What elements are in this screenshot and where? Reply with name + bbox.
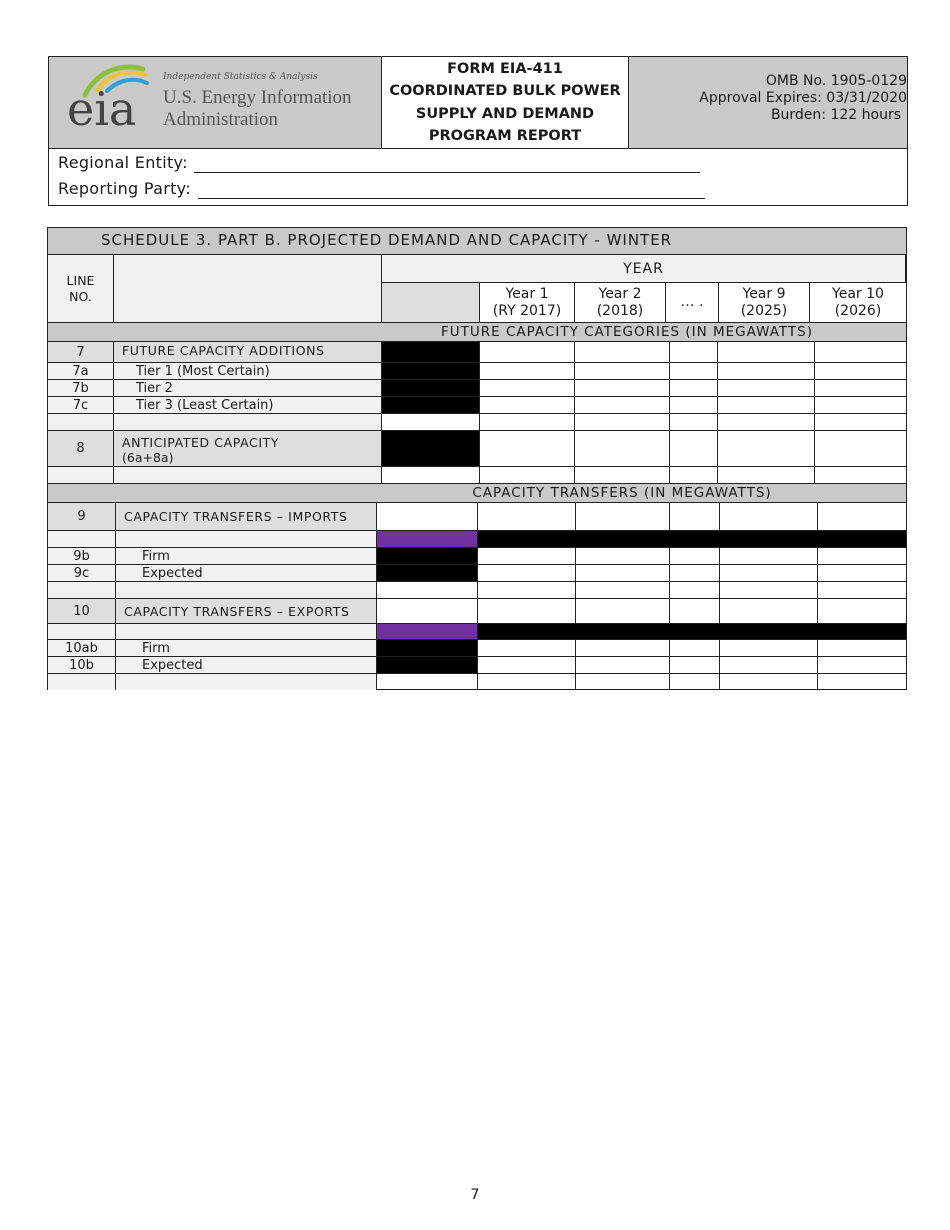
- year-label: Year 1: [505, 285, 549, 302]
- value-cell[interactable]: [480, 431, 575, 467]
- form-title-line: FORM EIA-411: [447, 60, 563, 77]
- row-label-exports-expected: Expected: [116, 657, 377, 674]
- year-label: Year 10: [832, 285, 884, 302]
- form-title: [382, 57, 629, 149]
- value-cell[interactable]: [575, 431, 670, 467]
- value-cell[interactable]: [818, 599, 906, 624]
- col-header-year: YEAR: [382, 255, 906, 283]
- row-label-imports-firm: Firm: [116, 548, 377, 565]
- anticipated-capacity-label: ANTICIPATED CAPACITY: [122, 435, 280, 450]
- schedule-title: SCHEDULE 3. PART B. PROJECTED DEMAND AND CAPACITY - WINTER: [48, 228, 906, 255]
- line-no-10: 10: [48, 599, 116, 624]
- row-label-tier-3: Tier 3 (Least Certain): [114, 397, 382, 414]
- line-no-10ab: 10ab: [48, 640, 116, 657]
- value-cell[interactable]: [720, 599, 818, 624]
- value-cell[interactable]: [670, 599, 720, 624]
- row-label-imports-expected: Expected: [116, 565, 377, 582]
- blocked-cell: [377, 657, 478, 674]
- form-title-line: SUPPLY AND DEMAND: [415, 105, 595, 122]
- value-cell[interactable]: [576, 503, 670, 531]
- value-cell[interactable]: [670, 467, 718, 484]
- blocked-cell: [377, 548, 478, 565]
- line-no-7b: 7b: [48, 380, 114, 397]
- value-cell[interactable]: [382, 414, 480, 431]
- eia-logo: [63, 61, 363, 141]
- value-cell[interactable]: [670, 397, 718, 414]
- value-cell[interactable]: [478, 674, 576, 690]
- value-cell[interactable]: [718, 342, 815, 363]
- blocked-cell: [377, 565, 478, 582]
- value-cell[interactable]: [670, 414, 718, 431]
- value-cell[interactable]: [720, 565, 818, 582]
- value-cell[interactable]: [818, 657, 906, 674]
- value-cell[interactable]: [576, 548, 670, 565]
- value-cell[interactable]: [575, 467, 670, 484]
- form-header: [48, 56, 908, 206]
- year-sub: (RY 2017): [492, 302, 562, 319]
- value-cell[interactable]: [576, 565, 670, 582]
- spacer-label: [116, 531, 377, 548]
- value-cell[interactable]: [670, 380, 718, 397]
- value-cell[interactable]: [815, 363, 906, 380]
- spacer-label: [116, 674, 377, 690]
- value-cell[interactable]: [670, 674, 720, 690]
- row-label-capacity-imports: CAPACITY TRANSFERS – IMPORTS: [116, 503, 377, 531]
- year-label: Year 2: [598, 285, 642, 302]
- blocked-cell: [382, 342, 480, 363]
- year-label: Year 9: [742, 285, 786, 302]
- value-cell[interactable]: [720, 640, 818, 657]
- year-sub: (2018): [596, 302, 644, 319]
- regional-entity-label: Regional Entity:: [58, 153, 188, 172]
- blocked-cell: [377, 640, 478, 657]
- value-cell[interactable]: [720, 582, 818, 599]
- value-cell[interactable]: [478, 582, 576, 599]
- spacer-line-no: [48, 624, 116, 640]
- value-cell[interactable]: [576, 599, 670, 624]
- spacer-line-no: [48, 414, 114, 431]
- value-cell[interactable]: [478, 503, 576, 531]
- value-cell[interactable]: [670, 363, 718, 380]
- value-cell[interactable]: [720, 503, 818, 531]
- col-header-base: [382, 283, 480, 323]
- value-cell[interactable]: [720, 674, 818, 690]
- value-cell[interactable]: [575, 342, 670, 363]
- value-cell[interactable]: [818, 548, 906, 565]
- value-cell[interactable]: [718, 431, 815, 467]
- omb-number: OMB No. 1905-0129: [765, 73, 907, 89]
- value-cell[interactable]: [377, 599, 478, 624]
- approval-expires: Approval Expires: 03/31/2020: [699, 90, 907, 106]
- blocked-row: [478, 624, 906, 640]
- eia-logo-tagline: Independent Statistics & Analysis: [163, 72, 318, 82]
- value-cell[interactable]: [377, 582, 478, 599]
- value-cell[interactable]: [670, 582, 720, 599]
- year-sub: (2025): [740, 302, 788, 319]
- spacer-label: [114, 414, 382, 431]
- value-cell[interactable]: [576, 674, 670, 690]
- value-cell[interactable]: [575, 380, 670, 397]
- value-cell[interactable]: [670, 342, 718, 363]
- value-cell[interactable]: [815, 380, 906, 397]
- col-header-year-2: [575, 283, 666, 323]
- value-cell[interactable]: [478, 657, 576, 674]
- omb-info: [629, 57, 907, 149]
- value-cell[interactable]: [670, 503, 720, 531]
- value-cell[interactable]: [818, 640, 906, 657]
- spacer-line-no: [48, 467, 114, 484]
- reporting-party-field[interactable]: [198, 183, 705, 199]
- form-title-line: PROGRAM REPORT: [428, 128, 582, 144]
- line-no-7c: 7c: [48, 397, 114, 414]
- eia-logo-org-line2: Administration: [163, 109, 279, 130]
- value-cell[interactable]: [815, 431, 906, 467]
- spacer-line-no: [48, 674, 116, 690]
- blocked-row: [478, 531, 906, 548]
- spacer-label: [114, 467, 382, 484]
- value-cell[interactable]: [720, 657, 818, 674]
- eia-logo-mark: eia: [67, 82, 137, 136]
- spacer-label: [116, 582, 377, 599]
- value-cell[interactable]: [480, 342, 575, 363]
- schedule-table: [47, 227, 907, 690]
- year-label: … .: [680, 294, 704, 310]
- col-header-year-9: [719, 283, 810, 323]
- spacer-line-no: [48, 582, 116, 599]
- value-cell[interactable]: [576, 640, 670, 657]
- value-cell[interactable]: [575, 363, 670, 380]
- value-cell[interactable]: [575, 414, 670, 431]
- value-cell[interactable]: [670, 431, 718, 467]
- value-cell[interactable]: [670, 565, 720, 582]
- value-cell[interactable]: [576, 582, 670, 599]
- value-cell[interactable]: [818, 582, 906, 599]
- value-cell[interactable]: [718, 414, 815, 431]
- reporting-party-label: Reporting Party:: [58, 179, 191, 198]
- row-label-exports-firm: Firm: [116, 640, 377, 657]
- row-label-capacity-exports: CAPACITY TRANSFERS – EXPORTS: [116, 599, 377, 624]
- section2-value-grid: [478, 503, 906, 690]
- value-cell[interactable]: [480, 380, 575, 397]
- value-cell[interactable]: [478, 599, 576, 624]
- value-cell[interactable]: [478, 548, 576, 565]
- line-no-7: 7: [48, 342, 114, 363]
- line-no-7a: 7a: [48, 363, 114, 380]
- form-title-line: COORDINATED BULK POWER: [389, 83, 621, 99]
- eia-logo-org-line1: U.S. Energy Information: [163, 87, 352, 108]
- highlight-cell: [377, 531, 478, 548]
- line-no-8: 8: [48, 431, 114, 467]
- value-cell[interactable]: [377, 674, 478, 690]
- value-cell[interactable]: [718, 363, 815, 380]
- anticipated-capacity-formula: (6a+8a): [122, 450, 174, 465]
- eia-logo-block: [49, 57, 382, 149]
- section1-value-grid: [480, 342, 906, 484]
- page-number: 7: [470, 1187, 480, 1203]
- blocked-cell: [382, 380, 480, 397]
- value-cell[interactable]: [478, 565, 576, 582]
- value-cell[interactable]: [718, 467, 815, 484]
- value-cell[interactable]: [815, 342, 906, 363]
- value-cell[interactable]: [815, 467, 906, 484]
- value-cell[interactable]: [815, 414, 906, 431]
- value-cell[interactable]: [718, 380, 815, 397]
- value-cell[interactable]: [818, 565, 906, 582]
- value-cell[interactable]: [480, 397, 575, 414]
- section-future-capacity-title: FUTURE CAPACITY CATEGORIES (IN MEGAWATTS): [48, 323, 906, 342]
- row-label-future-capacity-additions: FUTURE CAPACITY ADDITIONS: [114, 342, 382, 363]
- row-label-anticipated-capacity: [114, 431, 382, 467]
- value-cell[interactable]: [576, 657, 670, 674]
- line-no-9c: 9c: [48, 565, 116, 582]
- year-sub: (2026): [834, 302, 882, 319]
- value-cell[interactable]: [670, 657, 720, 674]
- blocked-cell: [382, 431, 480, 467]
- blocked-cell: [382, 363, 480, 380]
- regional-entity-field[interactable]: [194, 157, 700, 173]
- row-label-tier-1: Tier 1 (Most Certain): [114, 363, 382, 380]
- col-header-line-no-2: NO.: [69, 288, 92, 304]
- value-cell[interactable]: [478, 640, 576, 657]
- value-cell[interactable]: [670, 640, 720, 657]
- burden-hours: Burden: 122 hours: [770, 107, 901, 123]
- line-no-9: 9: [48, 503, 116, 531]
- blocked-cell: [382, 397, 480, 414]
- value-cell[interactable]: [720, 548, 818, 565]
- value-cell[interactable]: [377, 503, 478, 531]
- value-cell[interactable]: [815, 397, 906, 414]
- row-label-tier-2: Tier 2: [114, 380, 382, 397]
- value-cell[interactable]: [718, 397, 815, 414]
- value-cell[interactable]: [818, 503, 906, 531]
- spacer-line-no: [48, 531, 116, 548]
- value-cell[interactable]: [480, 414, 575, 431]
- line-no-10b: 10b: [48, 657, 116, 674]
- col-header-line-no-1: LINE: [66, 272, 95, 288]
- col-header-description: [114, 255, 382, 323]
- value-cell[interactable]: [670, 548, 720, 565]
- col-header-ellipsis: [666, 283, 719, 323]
- section-capacity-transfers-title: CAPACITY TRANSFERS (IN MEGAWATTS): [48, 484, 906, 503]
- value-cell[interactable]: [818, 674, 906, 690]
- col-header-year-10: [810, 283, 906, 323]
- value-cell[interactable]: [575, 397, 670, 414]
- col-header-year-1: [480, 283, 575, 323]
- value-cell[interactable]: [480, 363, 575, 380]
- col-header-line-no: [48, 255, 114, 323]
- highlight-cell: [377, 624, 478, 640]
- line-no-9b: 9b: [48, 548, 116, 565]
- value-cell[interactable]: [480, 467, 575, 484]
- value-cell[interactable]: [382, 467, 480, 484]
- spacer-label: [116, 624, 377, 640]
